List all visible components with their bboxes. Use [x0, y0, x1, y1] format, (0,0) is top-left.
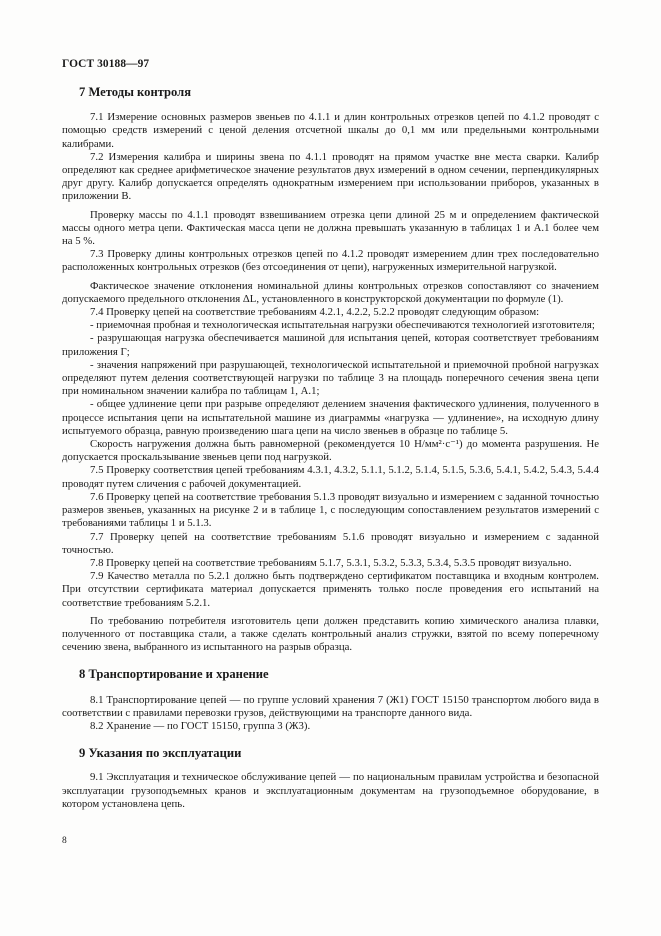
document-body: [62, 80, 599, 811]
section-9-heading: 9 Указания по эксплуатации: [79, 746, 242, 761]
list-item: - общее удлинение цепи при разрыве определяют делением значения фактического удлинения, полученного в процессе испытания цепи на испытательной машине из диаграммы «нагрузка — удлинение», на исходную длину испытуемого образца, равную произведению шага цепи на число звеньев в образце по таблице 5.: [62, 398, 599, 437]
list-item: - значения напряжений при разрушающей, технологической испытательной и приемочной пробной нагрузках определяют путем деления соответствующей нагрузки по таблице 3 на площадь поперечного сечения звена цепи при номинальном значении калибра по таблицам 1, А.1;: [62, 358, 599, 398]
section-7-heading: 7 Методы контроля: [79, 85, 192, 99]
paragraph: 8.1 Транспортирование цепей — по группе условий хранения 7 (Ж1) ГОСТ 15150 транспортом любого вида в соответствии с правилами перевозки грузов, действующими на транспорте данного вида.: [62, 693, 599, 719]
list-item: - приемочная пробная и технологическая испытательная нагрузки обеспечиваются технологией изготовителя;: [90, 319, 595, 332]
section-8-heading: 8 Транспортирование и хранение: [79, 667, 269, 682]
list-item: - разрушающая нагрузка обеспечивается машиной для испытания цепей, которая соответствует требованиям приложения Г;: [62, 332, 599, 358]
paragraph: Скорость нагружения должна быть равномерной (рекомендуется 10 Н/мм²·с⁻¹) до момента разрушения. Не допускается проскальзывание звеньев цепи под нагрузкой.: [62, 438, 599, 464]
paragraph: По требованию потребителя изготовитель цепи должен представить копию химического анализа плавки, полученного от поставщика стали, а также сделать контрольный анализ стружки, взятой по всему поперечному сечению звена, выбранного из испытанного на разрыв образца.: [62, 614, 599, 654]
paragraph: Фактическое значение отклонения номинальной длины контрольных отрезков сопоставляют со значением допускаемого предельного отклонения ΔL, установленного в конструкторской документации по формуле (1).: [62, 279, 599, 305]
paragraph: 7.3 Проверку длины контрольных отрезков цепей по 4.1.2 проводят измерением длин трех последовательно расположенных контрольных отрезков (без отсоединения от цепи), нагруженных измерительной нагрузкой.: [62, 248, 599, 274]
paragraph: Проверку массы по 4.1.1 проводят взвешиванием отрезка цепи длиной 25 м и определением фактической массы одного метра цепи. Фактическая масса цепи не должна превышать указанную в таблицах 1 и А.1 более чем на 5 %.: [62, 208, 599, 248]
paragraph: 7.4 Проверку цепей на соответствие требованиям 4.2.1, 4.2.2, 5.2.2 проводят следующим образом:: [90, 306, 540, 319]
paragraph: 7.1 Измерение основных размеров звеньев по 4.1.1 и длин контрольных отрезков цепей по 4.1.2 проводят с помощью средств измерений с ценой деления отсчетной шкалы до 0,1 мм или предельными контрольными калибрами.: [62, 111, 599, 150]
page-number: 8: [62, 836, 67, 846]
paragraph: 7.7 Проверку цепей на соответствие требованиям 5.1.6 проводят визуально и измерением с заданной точностью.: [62, 530, 599, 556]
document-header: ГОСТ 30188—97: [62, 58, 150, 70]
paragraph: 7.5 Проверку соответствия цепей требованиям 4.3.1, 4.3.2, 5.1.1, 5.1.2, 5.1.4, 5.1.5, 5.3.6, 5.4.1, 5.4.2, 5.4.3, 5.4.4 проводят путем сличения с рабочей документацией.: [62, 464, 599, 490]
paragraph: 7.2 Измерения калибра и ширины звена по 4.1.1 проводят на прямом участке вне места сварки. Калибр определяют как среднее арифметическое значение результатов двух измерений в одном сечении, перпендикулярных друг другу. Калибр допускается определять однократным измерением при использовании приборов, указанных в приложении В.: [62, 150, 599, 203]
paragraph: 7.9 Качество металла по 5.2.1 должно быть подтверждено сертификатом поставщика и входным контролем. При отсутствии сертификата материал допускается применять только после проведения его испытаний на соответствие требованиям 5.2.1.: [62, 570, 599, 609]
paragraph: 7.8 Проверку цепей на соответствие требованиям 5.1.7, 5.3.1, 5.3.2, 5.3.3, 5.3.4, 5.3.5 проводят визуально.: [90, 556, 572, 569]
paragraph: 8.2 Хранение — по ГОСТ 15150, группа 3 (Ж3).: [90, 719, 311, 732]
paragraph: 9.1 Эксплуатация и техническое обслуживание цепей — по национальным правилам устройства и безопасной эксплуатации грузоподъемных кранов и эксплуатационным документам на грузоподъемное оборудование, в котором установлена цепь.: [62, 771, 599, 810]
paragraph: 7.6 Проверку цепей на соответствие требования 5.1.3 проводят визуально и измерением с заданной точностью размеров звеньев, указанных на рисунке 2 и в таблице 1, с последующим сопоставлением результатов измерений с требованиями таблицы 1 и 5.1.3.: [62, 490, 599, 530]
